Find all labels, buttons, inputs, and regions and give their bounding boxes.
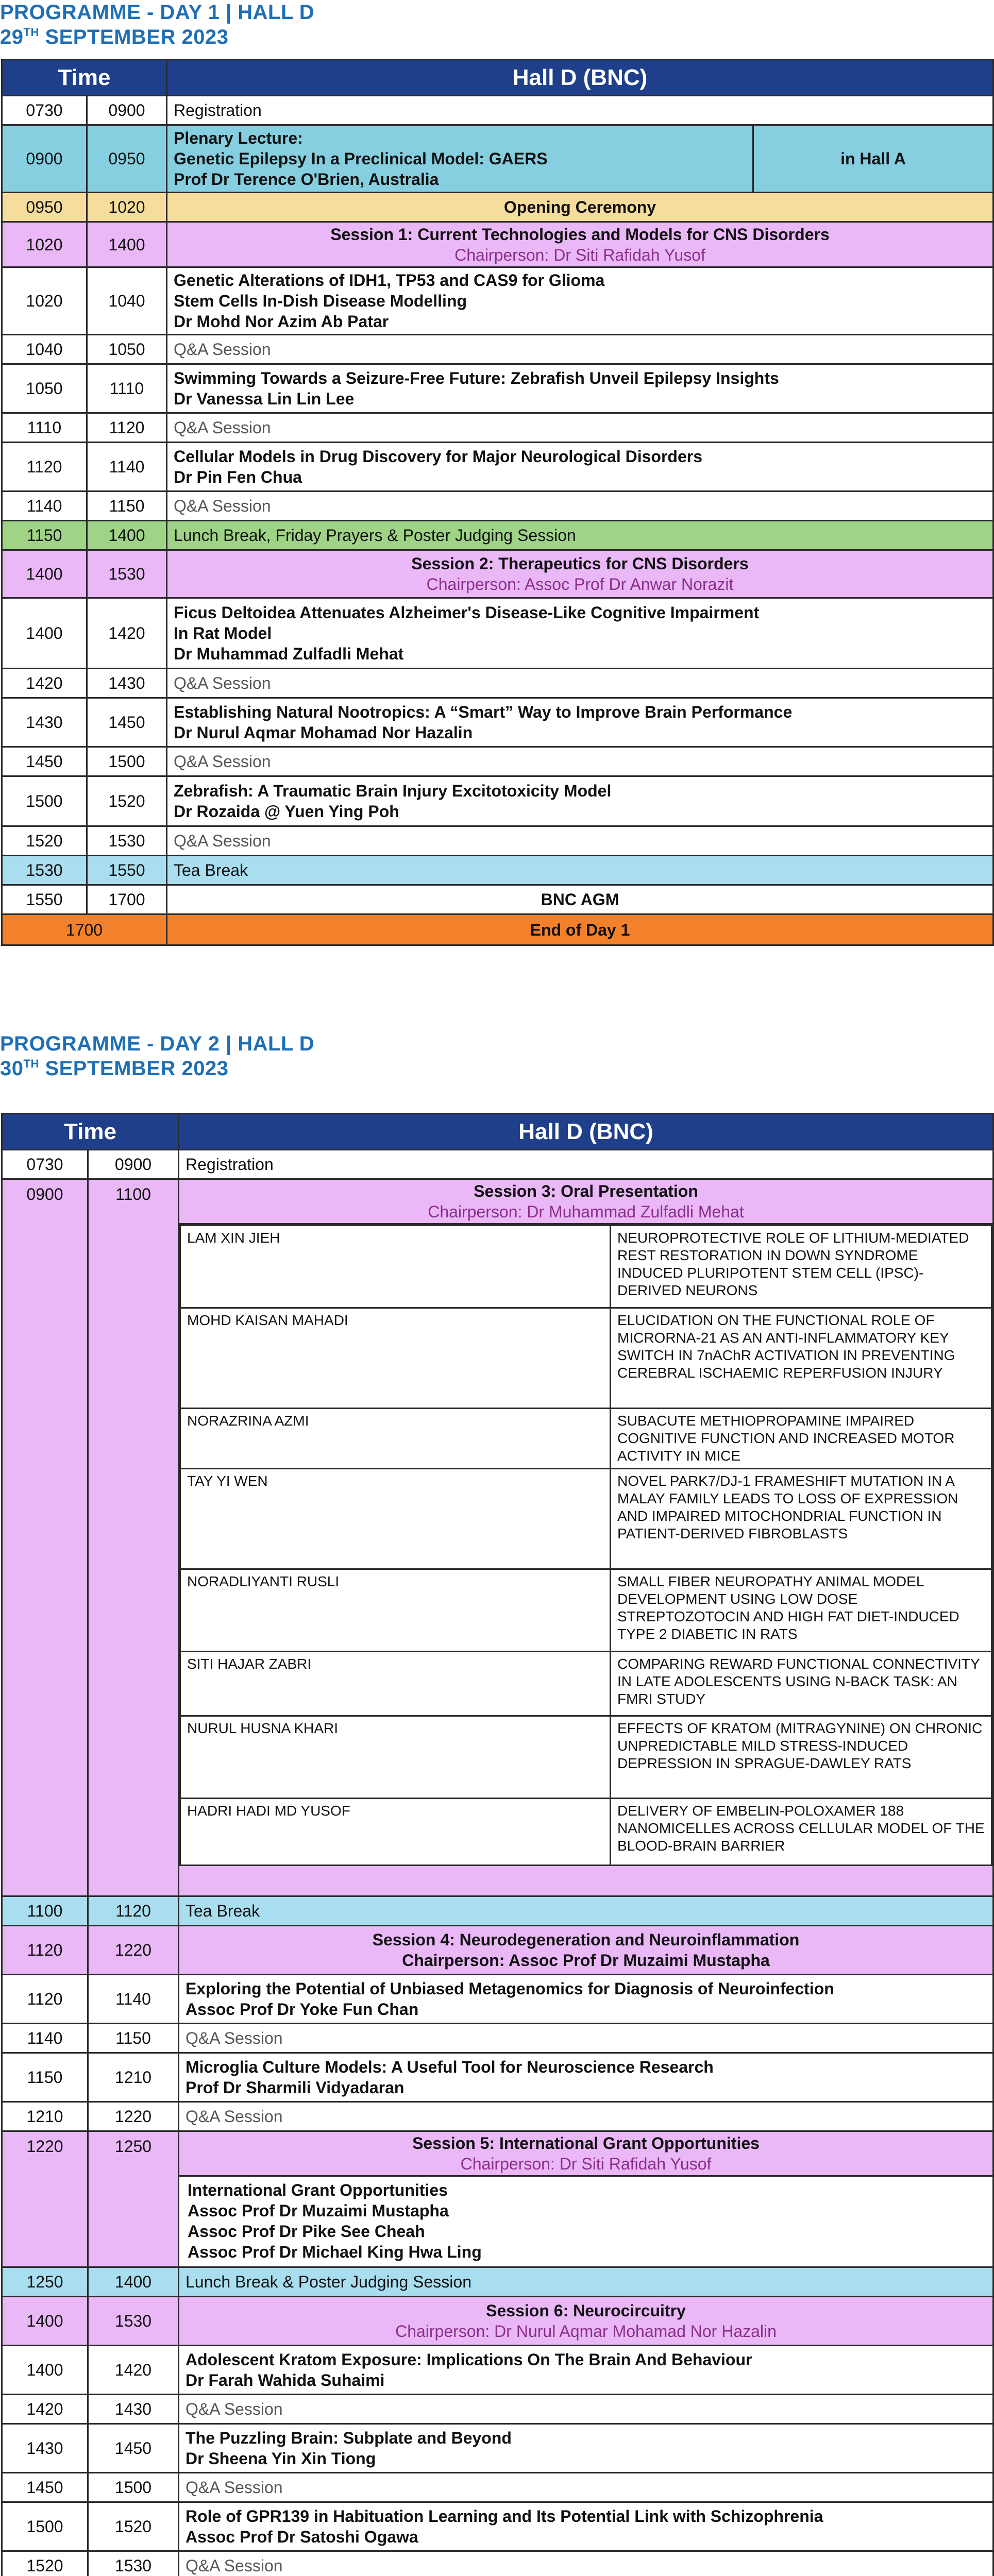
abstract-title: EFFECTS OF KRATOM (MITRAGYNINE) ON CHRONIC UNPREDICTABLE MILD STRESS-INDUCED DEPRESSION IN SPRAGUE-DAWLEY RATS bbox=[611, 1716, 992, 1799]
table-cell: 1530 bbox=[87, 826, 167, 856]
table-cell: 1150 bbox=[2, 521, 87, 550]
table-cell: 1040 bbox=[2, 335, 87, 364]
table-cell: 1530 bbox=[88, 2297, 179, 2346]
abstract-title: NEUROPROTECTIVE ROLE OF LITHIUM-MEDIATED REST RESTORATION IN DOWN SYNDROME INDUCED PLURIPOTENT STEM CELL (IPSC)-DERIVED NEURONS bbox=[611, 1226, 992, 1308]
table-cell bbox=[167, 698, 993, 747]
day1-schedule-table bbox=[1, 59, 994, 946]
text: Exploring the Potential of Unbiased Metagenomics for Diagnosis of Neuroinfection bbox=[186, 1979, 834, 1998]
table-cell bbox=[167, 443, 993, 492]
text: Genetic Alterations of IDH1, TP53 and CAS9 for Glioma bbox=[174, 271, 605, 290]
table-cell: 1020 bbox=[87, 193, 167, 222]
table-cell: 0900 bbox=[88, 1150, 179, 1179]
table-cell: 1520 bbox=[87, 776, 167, 826]
table-cell: 1420 bbox=[2, 2395, 88, 2424]
presentation-row bbox=[180, 1409, 992, 1469]
table-cell: 1140 bbox=[87, 443, 167, 492]
presenter-name: NORAZRINA AZMI bbox=[180, 1409, 611, 1469]
table-cell: 1020 bbox=[2, 267, 87, 335]
presenter-name: HADRI HADI MD YUSOF bbox=[180, 1799, 611, 1866]
table-cell: 1430 bbox=[88, 2395, 179, 2424]
table-cell bbox=[179, 1179, 993, 1896]
table-cell: 1500 bbox=[2, 2502, 88, 2551]
presenter-name: LAM XIN JIEH bbox=[180, 1226, 611, 1308]
table-cell: 0900 bbox=[2, 1179, 88, 1896]
table-cell bbox=[167, 550, 993, 598]
day2-title bbox=[0, 1031, 314, 1081]
day2-session5 bbox=[2, 2131, 993, 2267]
chairperson: Chairperson: Assoc Prof Dr Anwar Norazit bbox=[426, 575, 734, 594]
presentation-row bbox=[180, 1716, 992, 1799]
table-cell: 1020 bbox=[2, 222, 87, 267]
tbody bbox=[180, 1226, 992, 1866]
table-cell: 1420 bbox=[88, 2346, 179, 2395]
presentation-list bbox=[179, 1225, 992, 1866]
presenter-name: NORADLIYANTI RUSLI bbox=[180, 1569, 611, 1652]
session-title bbox=[179, 1180, 992, 1225]
table-cell: 0950 bbox=[2, 193, 87, 222]
superscript: TH bbox=[23, 1057, 39, 1070]
session-title bbox=[167, 222, 993, 267]
table-cell: 1550 bbox=[2, 885, 87, 914]
table-cell: 1120 bbox=[2, 1926, 88, 1975]
day2-row-qa bbox=[2, 2473, 993, 2502]
table-cell: 1500 bbox=[2, 776, 87, 826]
day1-title bbox=[0, 0, 314, 49]
talk bbox=[167, 267, 993, 335]
table-cell: 1140 bbox=[88, 1975, 179, 2024]
start-time: 0730 bbox=[2, 96, 87, 125]
day2-row-tea bbox=[2, 1896, 993, 1926]
presenter-name: MOHD KAISAN MAHADI bbox=[180, 1308, 611, 1409]
text: Assoc Prof Dr Muzaimi Mustapha bbox=[188, 2201, 449, 2220]
table-cell: BNC AGM bbox=[167, 885, 993, 914]
text: Session 4: Neurodegeneration and Neuroinflammation bbox=[372, 1930, 800, 1949]
table-cell: 1210 bbox=[2, 2102, 88, 2131]
day1-row-talk bbox=[2, 776, 993, 826]
text: Dr Mohd Nor Azim Ab Patar bbox=[174, 312, 389, 331]
text: Session 5: International Grant Opportunities bbox=[412, 2134, 760, 2153]
text: 30 bbox=[0, 1057, 24, 1080]
table-cell: 1520 bbox=[2, 2551, 88, 2576]
table-cell: End of Day 1 bbox=[167, 914, 993, 945]
text: Adolescent Kratom Exposure: Implications On The Brain And Behaviour bbox=[186, 2350, 752, 2369]
table-cell bbox=[179, 2053, 993, 2102]
day1-row-talk bbox=[2, 364, 993, 413]
table-cell: Registration bbox=[179, 1150, 993, 1179]
text: Zebrafish: A Traumatic Brain Injury Excitotoxicity Model bbox=[174, 782, 612, 800]
day1-row-plenary bbox=[2, 125, 993, 193]
chairperson: Chairperson: Dr Siti Rafidah Yusof bbox=[460, 2155, 712, 2173]
tbody bbox=[2, 60, 993, 945]
day1-row bbox=[2, 96, 993, 125]
day2-row-qa bbox=[2, 2102, 993, 2131]
day1-row-tea bbox=[2, 856, 993, 885]
table-cell: 1430 bbox=[2, 698, 87, 747]
table-cell: 1400 bbox=[88, 2267, 179, 2297]
table-cell: Q&A Session bbox=[167, 826, 993, 856]
table-cell: 1700 bbox=[2, 914, 167, 945]
text: Dr Vanessa Lin Lin Lee bbox=[174, 389, 355, 408]
day2-title-line: PROGRAMME - DAY 2 | HALL D bbox=[0, 1032, 315, 1055]
day2-row-qa bbox=[2, 2395, 993, 2424]
table-cell bbox=[167, 364, 993, 413]
text: International Grant Opportunities bbox=[188, 2181, 448, 2199]
table-cell: 1530 bbox=[2, 856, 87, 885]
table-cell: Tea Break bbox=[179, 1896, 993, 1926]
table-row bbox=[2, 60, 993, 96]
text: SEPTEMBER 2023 bbox=[39, 1057, 229, 1080]
day1-row-end bbox=[2, 914, 993, 945]
table-cell: 1150 bbox=[2, 2053, 88, 2102]
table-cell: 1220 bbox=[88, 1926, 179, 1975]
abstract-title: SMALL FIBER NEUROPATHY ANIMAL MODEL DEVELOPMENT USING LOW DOSE STREPTOZOTOCIN AND HIGH FAT DIET-INDUCED TYPE 2 DIABETIC IN RATS bbox=[611, 1569, 992, 1652]
superscript: TH bbox=[23, 26, 39, 39]
text: Cellular Models in Drug Discovery for Major Neurological Disorders bbox=[174, 447, 703, 466]
table-cell: Q&A Session bbox=[167, 492, 993, 521]
text: In Rat Model bbox=[174, 624, 272, 642]
table-cell: 1530 bbox=[88, 2551, 179, 2576]
day2-row-lunch bbox=[2, 2267, 993, 2297]
day2-row-talk bbox=[2, 2053, 993, 2102]
text: Prof Dr Terence O'Brien, Australia bbox=[174, 170, 439, 189]
table-cell: 1520 bbox=[2, 826, 87, 856]
table-cell: 0730 bbox=[2, 1150, 88, 1179]
table-cell: 1520 bbox=[88, 2502, 179, 2551]
table-cell bbox=[179, 2424, 993, 2473]
table-cell: 1110 bbox=[2, 413, 87, 443]
day1-time-header: Time bbox=[2, 60, 167, 96]
table-cell: Q&A Session bbox=[167, 413, 993, 443]
table-cell: Tea Break bbox=[167, 856, 993, 885]
text: Dr Muhammad Zulfadli Mehat bbox=[174, 645, 404, 663]
table-cell: 1150 bbox=[88, 2024, 179, 2053]
text: Plenary Lecture: bbox=[174, 129, 303, 147]
presentation-row bbox=[180, 1652, 992, 1716]
text: Assoc Prof Dr Satoshi Ogawa bbox=[186, 2528, 418, 2546]
day2-date bbox=[0, 1056, 314, 1081]
text: Role of GPR139 in Habituation Learning and Its Potential Link with Schizophrenia bbox=[186, 2507, 823, 2526]
text: Genetic Epilepsy In a Preclinical Model: GAERS bbox=[174, 149, 548, 168]
day1-session-header bbox=[2, 222, 993, 267]
abstract-title: ELUCIDATION ON THE FUNCTIONAL ROLE OF MICRORNA-21 AS AN ANTI-INFLAMMATORY KEY SWITCH IN 7nAChR ACTIVATION IN PREVENTING CEREBRAL ISCHAEMIC REPERFUSION INJURY bbox=[611, 1308, 992, 1409]
chairperson: Chairperson: Dr Muhammad Zulfadli Mehat bbox=[428, 1202, 744, 1221]
table-cell bbox=[179, 1926, 993, 1975]
text: Session 3: Oral Presentation bbox=[474, 1182, 698, 1200]
day1-row-talk bbox=[2, 443, 993, 492]
table-cell: 1150 bbox=[87, 492, 167, 521]
abstract-title: SUBACUTE METHIOPROPAMINE IMPAIRED COGNITIVE FUNCTION AND INCREASED MOTOR ACTIVITY IN MICE bbox=[611, 1409, 992, 1469]
venue: in Hall A bbox=[753, 125, 993, 193]
table-cell: 1430 bbox=[2, 2424, 88, 2473]
presentation-row bbox=[180, 1569, 992, 1652]
presenter-name: SITI HAJAR ZABRI bbox=[180, 1652, 611, 1716]
text: Session 1: Current Technologies and Models for CNS Disorders bbox=[330, 225, 830, 244]
end-time: 0950 bbox=[87, 125, 167, 193]
table-cell: 1040 bbox=[87, 267, 167, 335]
text: Prof Dr Sharmili Vidyadaran bbox=[186, 2078, 405, 2097]
day1-row-qa bbox=[2, 826, 993, 856]
day1-row-talk bbox=[2, 598, 993, 669]
table-cell: Lunch Break, Friday Prayers & Poster Judging Session bbox=[167, 521, 993, 550]
day2-schedule-table bbox=[1, 1113, 994, 2576]
table-cell: 1120 bbox=[87, 413, 167, 443]
presentation-row bbox=[180, 1308, 992, 1409]
table-cell: Lunch Break & Poster Judging Session bbox=[179, 2267, 993, 2297]
day1-row-qa bbox=[2, 492, 993, 521]
start-time: 0900 bbox=[2, 125, 87, 193]
day1-row-qa bbox=[2, 669, 993, 698]
table-cell: 1400 bbox=[87, 521, 167, 550]
table-cell: Q&A Session bbox=[179, 2473, 993, 2502]
day1-title-line: PROGRAMME - DAY 1 | HALL D bbox=[0, 1, 315, 24]
day2-row-talk bbox=[2, 2502, 993, 2551]
table-cell: 1120 bbox=[2, 443, 87, 492]
day2-row bbox=[2, 1150, 993, 1179]
table-cell bbox=[179, 2297, 993, 2346]
day1-row-qa bbox=[2, 335, 993, 364]
text: Assoc Prof Dr Yoke Fun Chan bbox=[186, 2000, 419, 2019]
table-cell: 1450 bbox=[2, 2473, 88, 2502]
table-cell: 1140 bbox=[2, 492, 87, 521]
table-cell: 1110 bbox=[87, 364, 167, 413]
text: Session 6: Neurocircuitry bbox=[486, 2301, 686, 2320]
abstract-title: DELIVERY OF EMBELIN-POLOXAMER 188 NANOMICELLES ACROSS CELLULAR MODEL OF THE BLOOD-BRAIN BARRIER bbox=[611, 1799, 992, 1866]
table-cell: 1250 bbox=[2, 2267, 88, 2297]
day1-row-lunch bbox=[2, 521, 993, 550]
talk bbox=[179, 2177, 992, 2266]
table-cell: 1450 bbox=[87, 698, 167, 747]
table-cell: 1450 bbox=[88, 2424, 179, 2473]
session-title bbox=[179, 2132, 992, 2177]
table-cell: 1400 bbox=[87, 222, 167, 267]
presenter-name: TAY YI WEN bbox=[180, 1469, 611, 1569]
day1-row bbox=[2, 193, 993, 222]
abstract-title: COMPARING REWARD FUNCTIONAL CONNECTIVITY IN LATE ADOLESCENTS USING N-BACK TASK: AN FMRI STUDY bbox=[611, 1652, 992, 1716]
day2-row-qa bbox=[2, 2551, 993, 2576]
table-cell: 1430 bbox=[87, 669, 167, 698]
table-cell: 1250 bbox=[88, 2131, 179, 2267]
day1-row-talk bbox=[2, 267, 993, 335]
table-cell: 1050 bbox=[87, 335, 167, 364]
table-cell bbox=[167, 776, 993, 826]
text: Assoc Prof Dr Pike See Cheah bbox=[188, 2222, 425, 2241]
table-cell: Q&A Session bbox=[179, 2551, 993, 2576]
text: Session 2: Therapeutics for CNS Disorders bbox=[411, 554, 749, 573]
table-cell: 1120 bbox=[88, 1896, 179, 1926]
day2-hall-header: Hall D (BNC) bbox=[179, 1114, 993, 1150]
table-cell: 1400 bbox=[2, 2297, 88, 2346]
table-cell: 1500 bbox=[88, 2473, 179, 2502]
text: Dr Sheena Yin Xin Tiong bbox=[186, 2449, 376, 2468]
tbody bbox=[2, 1114, 993, 2576]
chairperson: Chairperson: Assoc Prof Dr Muzaimi Mustapha bbox=[402, 1951, 770, 1970]
text: Stem Cells In-Dish Disease Modelling bbox=[174, 292, 467, 310]
table-cell: 1050 bbox=[2, 364, 87, 413]
text: Dr Nurul Aqmar Mohamad Nor Hazalin bbox=[174, 723, 473, 742]
table-cell: 1700 bbox=[87, 885, 167, 914]
day1-row-qa bbox=[2, 413, 993, 443]
table-cell: Q&A Session bbox=[179, 2395, 993, 2424]
day2-row-qa bbox=[2, 2024, 993, 2053]
presentation-row bbox=[180, 1469, 992, 1569]
presentation-row bbox=[180, 1226, 992, 1308]
table-cell: 1400 bbox=[2, 598, 87, 669]
table-cell: Q&A Session bbox=[167, 335, 993, 364]
text: Dr Farah Wahida Suhaimi bbox=[186, 2371, 385, 2389]
text: 29 bbox=[0, 26, 24, 48]
table-cell: 1420 bbox=[2, 669, 87, 698]
table-cell: 1210 bbox=[88, 2053, 179, 2102]
end-time: 0900 bbox=[87, 96, 167, 125]
table-cell: 1550 bbox=[87, 856, 167, 885]
table-cell: 1420 bbox=[87, 598, 167, 669]
day2-row-talk bbox=[2, 2424, 993, 2473]
table-cell: 1220 bbox=[2, 2131, 88, 2267]
opening-ceremony: Opening Ceremony bbox=[167, 193, 993, 222]
text: Dr Rozaida @ Yuen Ying Poh bbox=[174, 802, 399, 821]
text: Dr Pin Fen Chua bbox=[174, 468, 302, 486]
plenary-lecture bbox=[167, 125, 753, 193]
table-cell: 1400 bbox=[2, 550, 87, 598]
chairperson: Chairperson: Dr Nurul Aqmar Mohamad Nor Hazalin bbox=[395, 2322, 777, 2341]
table-cell bbox=[179, 2346, 993, 2395]
table-row bbox=[2, 1114, 993, 1150]
chairperson: Chairperson: Dr Siti Rafidah Yusof bbox=[454, 245, 705, 264]
day1-row-agm bbox=[2, 885, 993, 914]
text: Establishing Natural Nootropics: A “Smart” Way to Improve Brain Performance bbox=[174, 703, 793, 721]
table-cell: 1220 bbox=[88, 2102, 179, 2131]
table-cell: Q&A Session bbox=[179, 2024, 993, 2053]
day1-session-header bbox=[2, 550, 993, 598]
table-cell: 1530 bbox=[87, 550, 167, 598]
text: Microglia Culture Models: A Useful Tool for Neuroscience Research bbox=[186, 2058, 714, 2076]
table-cell: 1450 bbox=[2, 747, 87, 776]
table-cell: 1140 bbox=[2, 2024, 88, 2053]
day2-time-header: Time bbox=[2, 1114, 179, 1150]
table-cell: Q&A Session bbox=[167, 747, 993, 776]
day1-row-qa bbox=[2, 747, 993, 776]
day1-date bbox=[0, 25, 314, 49]
event-text: Registration bbox=[167, 96, 993, 125]
day1-row-talk bbox=[2, 698, 993, 747]
text: The Puzzling Brain: Subplate and Beyond bbox=[186, 2429, 512, 2447]
presentation-row bbox=[180, 1799, 992, 1866]
table-cell bbox=[167, 598, 993, 669]
table-cell: 1120 bbox=[2, 1975, 88, 2024]
day2-row-talk bbox=[2, 1975, 993, 2024]
abstract-title: NOVEL PARK7/DJ-1 FRAMESHIFT MUTATION IN A MALAY FAMILY LEADS TO LOSS OF EXPRESSION AND IMPAIRED MITOCHONDRIAL FUNCTION IN PATIENT-DERIVED FIBROBLASTS bbox=[611, 1469, 992, 1569]
table-cell bbox=[179, 1975, 993, 2024]
day2-session3 bbox=[2, 1179, 993, 1896]
text: Assoc Prof Dr Michael King Hwa Ling bbox=[188, 2243, 482, 2261]
table-cell: Q&A Session bbox=[167, 669, 993, 698]
table-cell: 1400 bbox=[2, 2346, 88, 2395]
table-cell: Q&A Session bbox=[179, 2102, 993, 2131]
presenter-name: NURUL HUSNA KHARI bbox=[180, 1716, 611, 1799]
day1-hall-header: Hall D (BNC) bbox=[167, 60, 993, 96]
text: Ficus Deltoidea Attenuates Alzheimer's Disease-Like Cognitive Impairment bbox=[174, 603, 760, 622]
day2-row-talk bbox=[2, 2346, 993, 2395]
table-cell bbox=[179, 2131, 993, 2267]
table-cell: 1500 bbox=[87, 747, 167, 776]
day2-session-header bbox=[2, 1926, 993, 1975]
text: SEPTEMBER 2023 bbox=[39, 26, 229, 48]
table-cell: 1100 bbox=[2, 1896, 88, 1926]
day2-session-header bbox=[2, 2297, 993, 2346]
table-cell: 1100 bbox=[88, 1179, 179, 1896]
text: Swimming Towards a Seizure-Free Future: Zebrafish Unveil Epilepsy Insights bbox=[174, 369, 779, 387]
table-cell bbox=[179, 2502, 993, 2551]
